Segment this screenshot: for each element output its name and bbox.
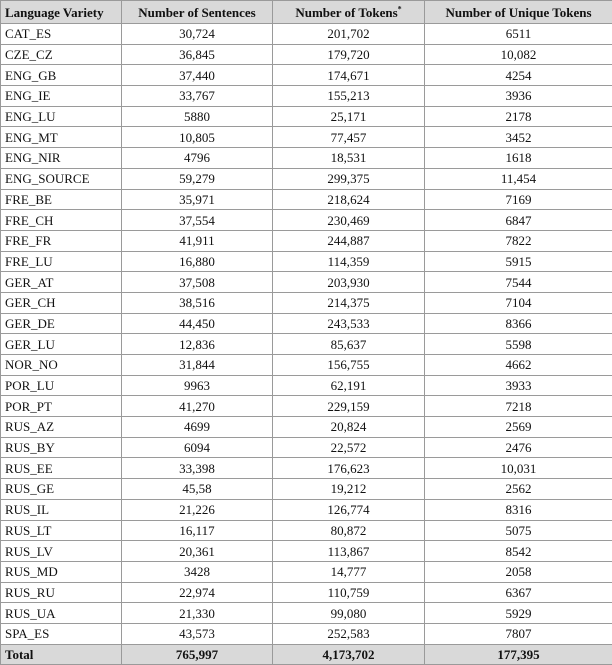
table-row [1,272,612,293]
cell-number-of-sentences: 21,226 [122,499,273,520]
cell-number-of-tokens: 155,213 [273,86,425,107]
cell-number-of-tokens: 179,720 [273,44,425,65]
cell-number-of-tokens: 252,583 [273,623,425,644]
cell-number-of-sentences: 21,330 [122,603,273,624]
cell-number-of-unique-tokens: 5598 [425,334,612,355]
cell-number-of-tokens: 201,702 [273,24,425,45]
cell-number-of-tokens: 156,755 [273,355,425,376]
table-row [1,334,612,355]
cell-number-of-unique-tokens: 6847 [425,210,612,231]
cell-number-of-sentences: 22,974 [122,582,273,603]
cell-language-variety: GER_AT [1,272,122,293]
cell-number-of-sentences: 6094 [122,437,273,458]
cell-number-of-sentences: 16,880 [122,251,273,272]
total-cell-number-of-tokens: 4,173,702 [273,644,425,665]
cell-language-variety: RUS_MD [1,561,122,582]
table-row [1,623,612,644]
cell-number-of-tokens: 19,212 [273,479,425,500]
header-tokens-label: Number of Tokens [295,4,398,20]
table-row [1,355,612,376]
cell-number-of-unique-tokens: 3933 [425,375,612,396]
cell-language-variety: FRE_FR [1,230,122,251]
cell-number-of-sentences: 9963 [122,375,273,396]
cell-number-of-sentences: 33,398 [122,458,273,479]
total-row [1,644,612,665]
cell-number-of-unique-tokens: 1618 [425,148,612,169]
cell-language-variety: ENG_NIR [1,148,122,169]
cell-number-of-unique-tokens: 7218 [425,396,612,417]
table-row [1,582,612,603]
cell-number-of-unique-tokens: 3452 [425,127,612,148]
cell-number-of-tokens: 25,171 [273,106,425,127]
table-row [1,168,612,189]
cell-number-of-sentences: 3428 [122,561,273,582]
cell-number-of-tokens: 77,457 [273,127,425,148]
cell-number-of-unique-tokens: 4662 [425,355,612,376]
cell-number-of-unique-tokens: 2178 [425,106,612,127]
cell-number-of-sentences: 20,361 [122,541,273,562]
cell-number-of-sentences: 4796 [122,148,273,169]
table-row [1,520,612,541]
cell-language-variety: GER_CH [1,292,122,313]
cell-number-of-tokens: 113,867 [273,541,425,562]
cell-number-of-unique-tokens: 5915 [425,251,612,272]
cell-number-of-sentences: 16,117 [122,520,273,541]
header-number-of-unique-tokens: Number of Unique Tokens [425,1,612,24]
cell-language-variety: ENG_MT [1,127,122,148]
cell-number-of-tokens: 299,375 [273,168,425,189]
cell-language-variety: RUS_GE [1,479,122,500]
cell-number-of-unique-tokens: 2562 [425,479,612,500]
cell-number-of-unique-tokens: 8542 [425,541,612,562]
cell-language-variety: CZE_CZ [1,44,122,65]
cell-number-of-unique-tokens: 10,082 [425,44,612,65]
cell-number-of-sentences: 10,805 [122,127,273,148]
cell-number-of-tokens: 114,359 [273,251,425,272]
cell-language-variety: GER_LU [1,334,122,355]
cell-number-of-tokens: 110,759 [273,582,425,603]
cell-number-of-unique-tokens: 7104 [425,292,612,313]
table-row [1,86,612,107]
table-row [1,230,612,251]
cell-number-of-unique-tokens: 5075 [425,520,612,541]
cell-language-variety: POR_PT [1,396,122,417]
cell-number-of-sentences: 37,508 [122,272,273,293]
cell-number-of-unique-tokens: 6367 [425,582,612,603]
cell-language-variety: RUS_LT [1,520,122,541]
cell-number-of-tokens: 218,624 [273,189,425,210]
cell-number-of-tokens: 85,637 [273,334,425,355]
table-row [1,65,612,86]
table-row [1,499,612,520]
table-row [1,292,612,313]
cell-number-of-sentences: 43,573 [122,623,273,644]
cell-language-variety: RUS_BY [1,437,122,458]
header-number-of-sentences: Number of Sentences [122,1,273,24]
header-tokens-footnote-mark: * [397,4,402,14]
table-row [1,541,612,562]
cell-number-of-tokens: 174,671 [273,65,425,86]
cell-number-of-sentences: 4699 [122,417,273,438]
cell-language-variety: RUS_LV [1,541,122,562]
cell-language-variety: ENG_LU [1,106,122,127]
cell-number-of-sentences: 5880 [122,106,273,127]
table-body [1,24,612,665]
cell-language-variety: CAT_ES [1,24,122,45]
table-row [1,24,612,45]
cell-number-of-sentences: 41,911 [122,230,273,251]
cell-number-of-tokens: 62,191 [273,375,425,396]
cell-language-variety: POR_LU [1,375,122,396]
cell-number-of-sentences: 35,971 [122,189,273,210]
cell-number-of-unique-tokens: 7169 [425,189,612,210]
table-row [1,603,612,624]
cell-number-of-tokens: 244,887 [273,230,425,251]
total-cell-number-of-sentences: 765,997 [122,644,273,665]
cell-number-of-tokens: 176,623 [273,458,425,479]
cell-number-of-unique-tokens: 10,031 [425,458,612,479]
cell-number-of-sentences: 41,270 [122,396,273,417]
cell-language-variety: ENG_IE [1,86,122,107]
cell-number-of-sentences: 33,767 [122,86,273,107]
cell-number-of-sentences: 31,844 [122,355,273,376]
cell-number-of-tokens: 243,533 [273,313,425,334]
table-row [1,479,612,500]
cell-number-of-sentences: 37,440 [122,65,273,86]
cell-number-of-unique-tokens: 6511 [425,24,612,45]
table-row [1,106,612,127]
cell-number-of-unique-tokens: 7807 [425,623,612,644]
total-cell-language-variety: Total [1,644,122,665]
cell-number-of-tokens: 99,080 [273,603,425,624]
table-row [1,561,612,582]
cell-number-of-tokens: 14,777 [273,561,425,582]
cell-number-of-tokens: 229,159 [273,396,425,417]
cell-number-of-sentences: 38,516 [122,292,273,313]
cell-language-variety: FRE_LU [1,251,122,272]
header-number-of-tokens [273,1,425,24]
cell-number-of-unique-tokens: 3936 [425,86,612,107]
cell-language-variety: RUS_RU [1,582,122,603]
total-cell-number-of-unique-tokens: 177,395 [425,644,612,665]
cell-number-of-sentences: 30,724 [122,24,273,45]
cell-language-variety: FRE_CH [1,210,122,231]
cell-number-of-unique-tokens: 2569 [425,417,612,438]
cell-language-variety: NOR_NO [1,355,122,376]
table-row [1,148,612,169]
cell-language-variety: ENG_GB [1,65,122,86]
cell-language-variety: RUS_AZ [1,417,122,438]
table-row [1,313,612,334]
cell-language-variety: RUS_IL [1,499,122,520]
cell-number-of-unique-tokens: 11,454 [425,168,612,189]
cell-number-of-sentences: 45,58 [122,479,273,500]
cell-language-variety: RUS_UA [1,603,122,624]
cell-number-of-unique-tokens: 5929 [425,603,612,624]
table-row [1,251,612,272]
cell-number-of-tokens: 22,572 [273,437,425,458]
cell-number-of-tokens: 203,930 [273,272,425,293]
table-row [1,417,612,438]
cell-number-of-sentences: 36,845 [122,44,273,65]
cell-number-of-tokens: 126,774 [273,499,425,520]
cell-number-of-sentences: 44,450 [122,313,273,334]
header-row [1,1,612,24]
table-row [1,127,612,148]
cell-number-of-tokens: 80,872 [273,520,425,541]
header-language-variety: Language Variety [1,1,122,24]
cell-number-of-unique-tokens: 7822 [425,230,612,251]
table-row [1,375,612,396]
table-row [1,396,612,417]
cell-number-of-tokens: 230,469 [273,210,425,231]
cell-number-of-sentences: 12,836 [122,334,273,355]
table-row [1,189,612,210]
table-row [1,210,612,231]
cell-number-of-tokens: 18,531 [273,148,425,169]
cell-language-variety: FRE_BE [1,189,122,210]
cell-language-variety: RUS_EE [1,458,122,479]
cell-number-of-tokens: 214,375 [273,292,425,313]
cell-language-variety: GER_DE [1,313,122,334]
cell-number-of-sentences: 59,279 [122,168,273,189]
cell-number-of-unique-tokens: 2476 [425,437,612,458]
table-row [1,44,612,65]
cell-number-of-tokens: 20,824 [273,417,425,438]
table-row [1,458,612,479]
table-row [1,437,612,458]
cell-number-of-unique-tokens: 8316 [425,499,612,520]
cell-number-of-unique-tokens: 7544 [425,272,612,293]
cell-language-variety: SPA_ES [1,623,122,644]
cell-language-variety: ENG_SOURCE [1,168,122,189]
cell-number-of-unique-tokens: 2058 [425,561,612,582]
cell-number-of-sentences: 37,554 [122,210,273,231]
cell-number-of-unique-tokens: 4254 [425,65,612,86]
cell-number-of-unique-tokens: 8366 [425,313,612,334]
